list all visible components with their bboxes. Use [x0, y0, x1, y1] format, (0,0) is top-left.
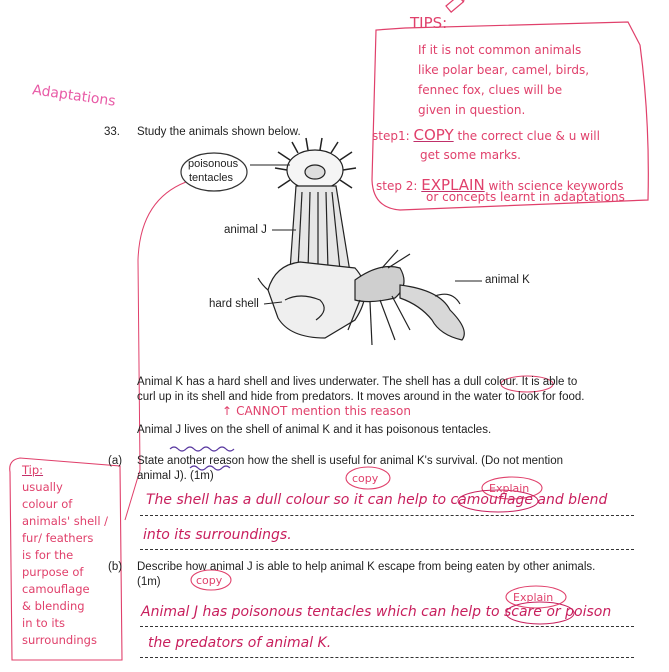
step1-key: COPY	[413, 126, 454, 144]
part-b-line-1: Describe how animal J is able to help animal K escape from being eaten by other animals.	[137, 561, 596, 573]
passage-line-1: Animal K has a hard shell and lives underwater. The shell has a dull colour. It is able to	[137, 376, 578, 388]
answer-rule	[140, 515, 634, 516]
label-tentacles: tentacles	[189, 172, 234, 184]
side-tip-line: Tip:	[22, 463, 44, 477]
explain-label-b: Explain	[513, 591, 554, 604]
question-number: 33.	[104, 126, 120, 138]
cannot-note-text: CANNOT mention this reason	[236, 404, 411, 418]
tips-step1	[372, 126, 600, 144]
answer-rule	[140, 657, 634, 658]
side-tip-line: & blending	[22, 599, 85, 613]
label-animal-j: animal J	[224, 224, 267, 236]
answer-rule	[140, 549, 634, 550]
side-tip-line: in to its	[22, 616, 66, 630]
squiggle-mark	[170, 447, 234, 451]
step2-label: step 2:	[376, 179, 418, 193]
part-a-line-2: animal J). (1m)	[137, 470, 214, 482]
answer-b-line-2: the predators of animal K.	[148, 635, 332, 651]
part-b-letter: (b)	[108, 561, 123, 573]
illustration	[258, 138, 464, 345]
tips-line: If it is not common animals	[418, 43, 582, 57]
tips-line: given in question.	[418, 103, 526, 117]
margin-note-adaptations: Adaptations	[31, 82, 117, 110]
step2-line2: or concepts learnt in adaptations	[426, 190, 625, 204]
answer-b-line-1: Animal J has poisonous tentacles which can help to scare or poison	[141, 604, 612, 620]
label-poisonous: poisonous	[188, 158, 239, 170]
tips-line: like polar bear, camel, birds,	[418, 63, 590, 77]
answer-a-line-1: The shell has a dull colour so it can help to camouflage and blend	[146, 492, 608, 508]
explain-label-a: Explain	[489, 482, 530, 495]
cannot-mention-note: ↑ CANNOT mention this reason	[222, 404, 411, 418]
question-intro: Study the animals shown below.	[137, 126, 301, 138]
side-tip-line: animals' shell /	[22, 514, 109, 528]
tips-heading: TIPS:	[410, 14, 448, 32]
side-tip-line: purpose of	[22, 565, 84, 579]
passage-line-2: curl up in its shell and hide from predators. It moves around in the water to look for food.	[137, 391, 585, 403]
part-a-letter: (a)	[108, 455, 123, 467]
part-b-line-2: (1m)	[137, 576, 161, 588]
side-tip-line: surroundings	[22, 633, 97, 647]
answer-rule	[140, 626, 634, 627]
label-hard-shell: hard shell	[209, 298, 259, 310]
step1-label: step1:	[372, 129, 410, 143]
step2-key: EXPLAIN	[421, 176, 485, 194]
part-a-line-1: State another reason how the shell is useful for animal K's survival. (Do not mention	[137, 455, 563, 467]
side-tip	[22, 462, 108, 649]
copy-label-a: copy	[352, 472, 379, 485]
side-tip-line: usually	[22, 480, 63, 494]
passage-line-3: Animal J lives on the shell of animal K and it has poisonous tentacles.	[137, 424, 492, 436]
step1-line2: get some marks.	[420, 148, 521, 162]
side-tip-line: colour of	[22, 497, 73, 511]
answer-a-line-2: into its surroundings.	[143, 527, 292, 543]
step2-rest: with science keywords	[488, 179, 624, 193]
tips-line: fennec fox, clues will be	[418, 83, 563, 97]
side-tip-line: camouflage	[22, 582, 90, 596]
side-tip-line: is for the	[22, 548, 74, 562]
side-tip-line: fur/ feathers	[22, 531, 94, 545]
step1-rest: the correct clue & u will	[457, 129, 600, 143]
tips-lines	[418, 40, 589, 120]
label-animal-k: animal K	[485, 274, 530, 286]
copy-label-b: copy	[196, 574, 223, 587]
pencil-icon	[446, 0, 468, 12]
